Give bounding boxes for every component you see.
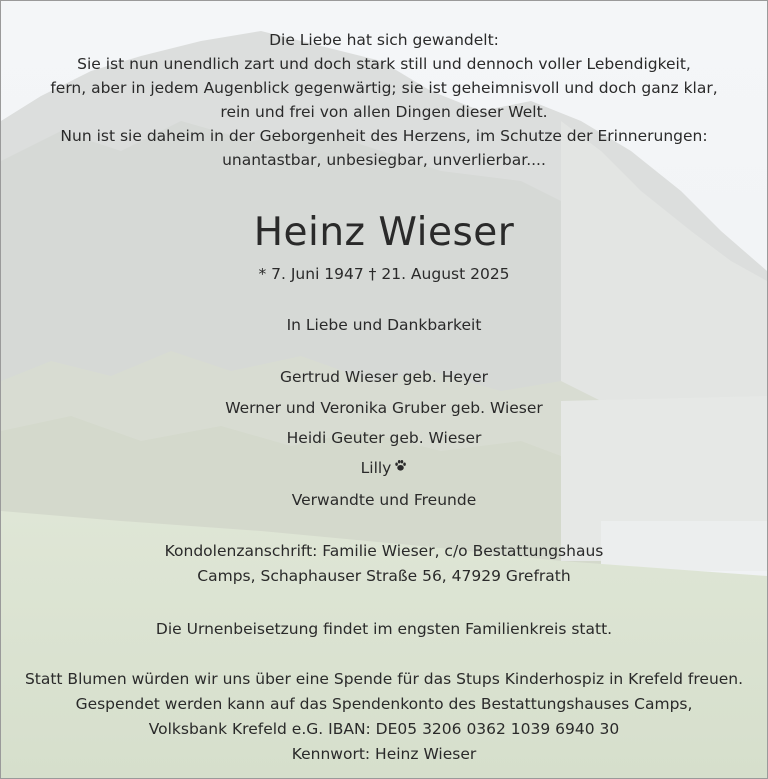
mourner-name: Lilly xyxy=(360,459,392,477)
poem-line: Sie ist nun unendlich zart und doch stark still und dennoch voller Lebendigkeit, xyxy=(77,55,691,73)
donation-line: Kennwort: Heinz Wieser xyxy=(291,745,477,763)
mourner-name: Werner und Veronika Gruber geb. Wieser xyxy=(225,399,543,417)
mourner-lilly xyxy=(1,457,767,480)
donation-line: Gespendet werden kann auf das Spendenkonto des Bestattungshauses Camps, xyxy=(75,695,693,713)
poem-line: Die Liebe hat sich gewandelt: xyxy=(269,31,499,49)
donation-line: Statt Blumen würden wir uns über eine Spende für das Stups Kinderhospiz in Krefeld freuen. xyxy=(24,670,744,688)
condolence-address-line: Kondolenzanschrift: Familie Wieser, c/o Bestattungshaus xyxy=(164,542,604,560)
mourner-name: Gertrud Wieser geb. Heyer xyxy=(279,368,489,386)
poem-line: rein und frei von allen Dingen dieser Welt. xyxy=(220,103,548,121)
dedication: In Liebe und Dankbarkeit xyxy=(286,316,482,334)
poem-line: Nun ist sie daheim in der Geborgenheit des Herzens, im Schutze der Erinnerungen: xyxy=(60,127,708,145)
deceased-name: Heinz Wieser xyxy=(253,210,515,255)
burial-note: Die Urnenbeisetzung findet im engsten Familienkreis statt. xyxy=(155,620,613,638)
poem-line: fern, aber in jedem Augenblick gegenwärtig; sie ist geheimnisvoll und doch ganz klar, xyxy=(50,79,718,97)
condolence-address-line: Camps, Schaphauser Straße 56, 47929 Grefrath xyxy=(197,567,571,585)
mourner-name: Verwandte und Freunde xyxy=(291,491,477,509)
paw-icon xyxy=(394,458,407,480)
donation-line: Volksbank Krefeld e.G. IBAN: DE05 3206 0362 1039 6940 30 xyxy=(148,720,620,738)
mourner-name: Heidi Geuter geb. Wieser xyxy=(286,429,482,447)
obituary-text xyxy=(1,1,767,778)
poem-line: unantastbar, unbesiegbar, unverlierbar.... xyxy=(222,151,546,169)
life-dates: * 7. Juni 1947 † 21. August 2025 xyxy=(258,265,510,283)
